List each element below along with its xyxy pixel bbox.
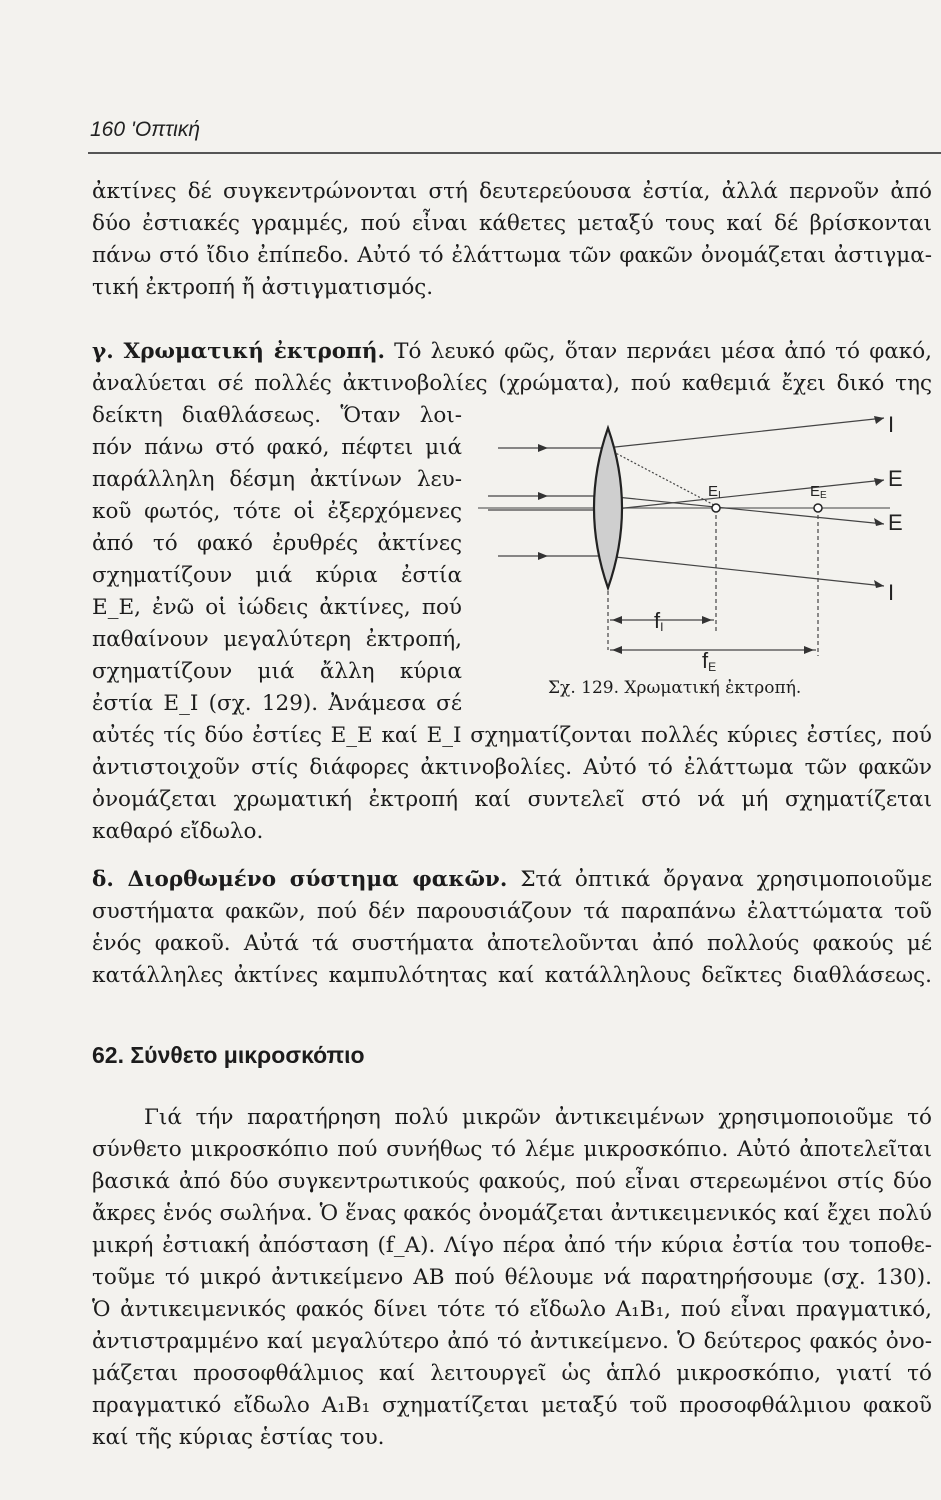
section-title-62: [92, 1042, 365, 1069]
text-line: καθαρό εἴδωλο.: [92, 819, 264, 844]
text-line: ἀκτίνες δέ συγκεντρώνονται στή δευτερεύουσα ἐστία, ἀλλά περνοῦν ἀπό: [92, 179, 932, 204]
section-heading-delta: δ. Διορθωμένο σύστημα φακῶν.: [92, 867, 508, 892]
running-title: 'Οπτική: [130, 118, 200, 141]
text-line: μάζεται προσοφθάλμιος καί λειτουργεῖ ὡς ἁπλό μικροσκόπιο, γιατί τό: [92, 1361, 932, 1386]
text-line: [92, 864, 932, 896]
text-line: [92, 336, 932, 368]
section-heading-gamma: γ. Χρωματική ἐκτροπή.: [92, 339, 385, 364]
refracted-ray-red: [606, 496, 884, 524]
text-line: ὀνομάζεται χρωματική ἐκτροπή καί συντελεῖ στό νά μή σχηματίζεται: [92, 787, 932, 812]
text-line: E_E, ἐνῶ οἱ ἰώδεις ἀκτίνες, πού: [92, 595, 462, 620]
text-line: κατάλληλες ἀκτίνες καμπυλότητας καί κατάλληλους δεῖκτες διαθλάσεως.: [92, 963, 932, 988]
arrowhead: [538, 552, 548, 560]
text-line: ἀναλύεται σέ πολλές ἀκτινοβολίες (χρώματα), πού καθεμιά ἔχει δικό της: [92, 371, 932, 396]
label-ray-I-top: I: [888, 412, 895, 437]
paragraph-chromatic-end: [92, 720, 932, 848]
running-header: [90, 118, 200, 142]
text-line: κοῦ φωτός, τότε οἱ ἐξερχόμενες: [92, 499, 462, 524]
arrowhead: [612, 616, 622, 624]
text-line: βασικά ἀπό δύο συγκεντρωτικούς φακούς, πού εἶναι στερεωμένοι στίς δύο: [92, 1169, 932, 1194]
text-line: τική ἐκτροπή ἤ ἀστιγματισμός.: [92, 275, 434, 300]
text-line: τοῦμε τό μικρό ἀντικείμενο AB πού θέλουμε νά παρατηρήσουμε (σχ. 130).: [92, 1265, 932, 1290]
focal-point-violet: [712, 504, 720, 512]
focal-point-red: [814, 504, 822, 512]
text-line: πόν πάνω στό φακό, πέφτει μιά: [92, 435, 462, 460]
text-line: σχηματίζουν μιά κύρια ἐστία: [92, 563, 462, 588]
label-ray-E-upper: E: [888, 466, 903, 491]
label-focal-violet: fI: [654, 608, 664, 634]
text-line: πάνω στό ἴδιο ἐπίπεδο. Αὐτό τό ἐλάττωμα τῶν φακῶν ὀνομάζεται ἀστιγμα-: [92, 243, 932, 268]
text-line: πραγματικό εἴδωλο A₁B₁ σχηματίζεται μεταξύ τοῦ προσοφθάλμιου φακοῦ: [92, 1393, 932, 1418]
converging-lens: [594, 428, 622, 588]
paragraph-corrected-system: [92, 864, 932, 992]
refracted-ray-red: [606, 480, 884, 510]
refracted-ray-violet: [606, 418, 884, 448]
refracted-ray-violet: [606, 556, 884, 586]
text-line: ἀπό τό φακό ἐρυθρές ἀκτίνες: [92, 531, 462, 556]
figure-caption: Σχ. 129. Χρωματική ἐκτροπή.: [548, 678, 802, 698]
arrowhead: [874, 580, 884, 588]
text-line: ἐστία E_I (σχ. 129). Ἀνάμεσα σέ: [92, 691, 462, 716]
text-line: δείκτη διαθλάσεως. Ὅταν λοι-: [92, 403, 462, 428]
text-line: ἑνός φακοῦ. Αὐτά τά συστήματα ἀποτελοῦνται ἀπό πολλούς φακούς μέ: [92, 931, 932, 956]
arrowhead: [874, 416, 884, 424]
section-title: Σύνθετο μικροσκόπιο: [130, 1042, 365, 1068]
arrowhead: [538, 444, 548, 452]
text-line: αὐτές τίς δύο ἐστίες E_E καί E_I σχηματίζονται πολλές κύριες ἐστίες, πού: [92, 723, 932, 748]
arrowhead: [538, 492, 548, 500]
text-line: σύνθετο μικροσκόπιο πού συνήθως τό λέμε μικροσκόπιο. Αὐτό ἀποτελεῖται: [92, 1137, 932, 1162]
arrowhead: [804, 646, 814, 654]
text-line: καί τῆς κύριας ἑστίας του.: [92, 1425, 385, 1450]
page-number: 160: [90, 118, 126, 141]
label-ray-I-bottom: I: [888, 580, 895, 605]
text-line: συστήματα φακῶν, πού δέν παρουσιάζουν τά παραπάνω ἐλαττώματα τοῦ: [92, 899, 932, 924]
label-violet-focus: EI: [708, 483, 721, 501]
text-line: Γιά τήν παρατήρηση πολύ μικρῶν ἀντικειμένων χρησιμοποιοῦμε τό: [144, 1105, 932, 1130]
arrowhead: [702, 616, 712, 624]
arrowhead: [874, 518, 884, 526]
arrowhead: [874, 478, 884, 486]
text-run: Τό λευκό φῶς, ὅταν περνάει μέσα ἀπό τό φακό,: [394, 339, 932, 364]
label-focal-red: fE: [702, 648, 717, 674]
text-line: Ὁ ἀντικειμενικός φακός δίνει τότε τό εἴδωλο A₁B₁, πού εἶναι πραγματικό,: [92, 1297, 932, 1322]
text-line: ἀντιστραμμένο καί μεγαλύτερο ἀπό τό ἀντικείμενο. Ὁ δεύτερος φακός ὀνο-: [92, 1329, 932, 1354]
label-ray-E-lower: E: [888, 510, 903, 535]
text-line: δύο ἐστιακές γραμμές, πού εἶναι κάθετες μεταξύ τους καί δέ βρίσκονται: [92, 211, 932, 236]
section-number: 62.: [92, 1042, 124, 1068]
text-line: σχηματίζουν μιά ἄλλη κύρια: [92, 659, 462, 684]
paragraph-chromatic-aberration: [92, 336, 932, 400]
header-rule: [88, 152, 941, 154]
text-line: παθαίνουν μεγαλύτερη ἐκτροπή,: [92, 627, 462, 652]
arrowhead: [612, 646, 622, 654]
text-line: ἄκρες ἑνός σωλήνα. Ὁ ἕνας φακός ὀνομάζεται ἀντικειμενικός καί ἔχει πολύ: [92, 1201, 932, 1226]
text-run: Στά ὀπτικά ὄργανα χρησιμοποιοῦμε: [520, 867, 932, 892]
paragraph-astigmatism: [92, 176, 932, 304]
paragraph-compound-microscope: [92, 1102, 932, 1454]
text-line: μικρή ἐστιακή ἀπόσταση (f_A). Λίγο πέρα ἀπό τήν κύρια ἐστία του τοποθε-: [92, 1233, 932, 1258]
label-red-focus: EE: [810, 483, 827, 501]
text-line: παράλληλη δέσμη ἀκτίνων λευ-: [92, 467, 462, 492]
figure-chromatic-aberration: [478, 410, 918, 682]
text-line: ἀντιστοιχοῦν στίς διάφορες ἀκτινοβολίες. Αὐτό τό ἐλάττωμα τῶν φακῶν: [92, 755, 932, 780]
paragraph-chromatic-narrow: [92, 400, 462, 720]
